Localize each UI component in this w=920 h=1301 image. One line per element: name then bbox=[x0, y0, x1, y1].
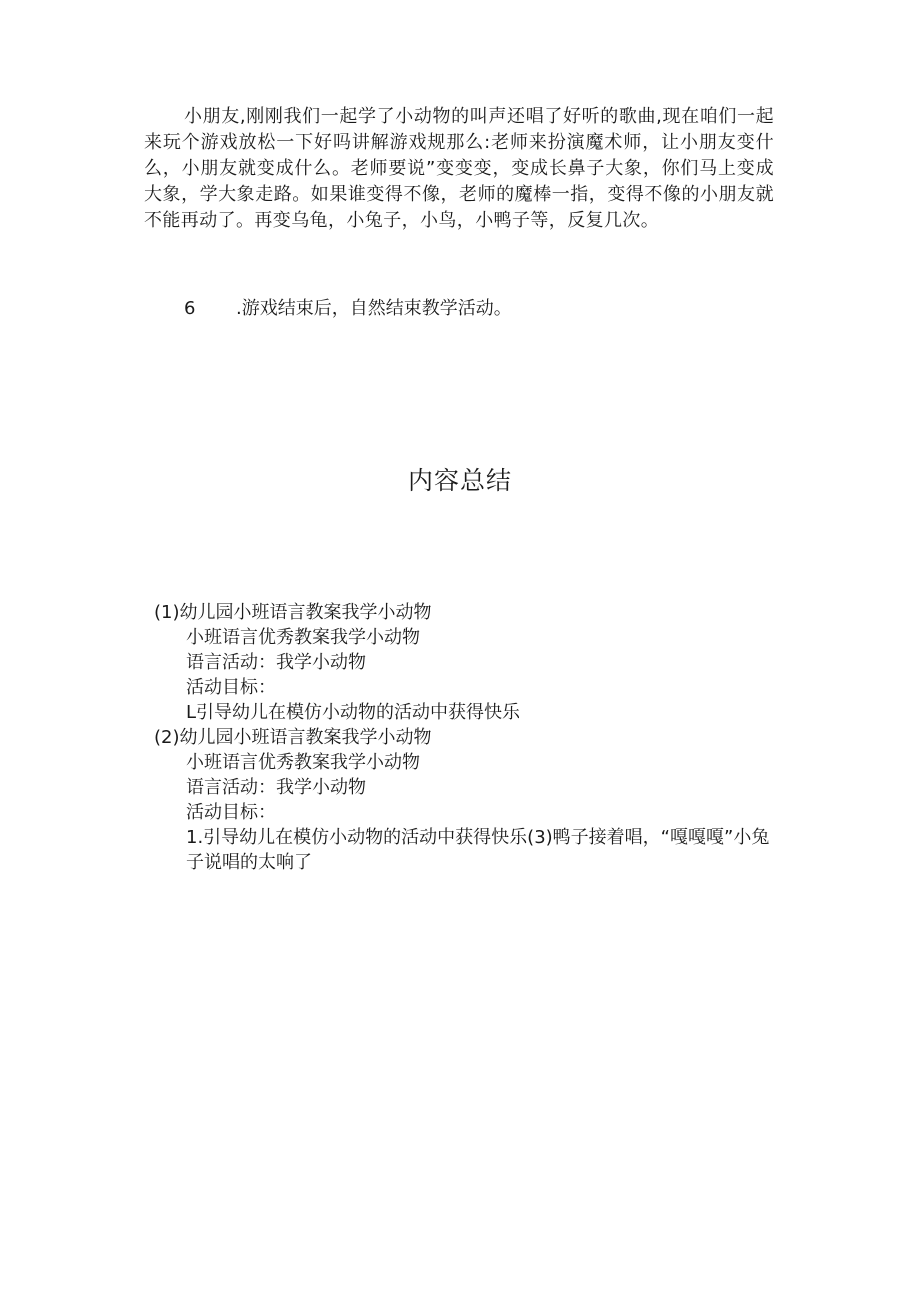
step-number: 6 bbox=[184, 298, 196, 319]
summary-line: 语言活动：我学小动物 bbox=[186, 652, 366, 673]
summary-line: 活动目标： bbox=[186, 677, 276, 698]
summary-line: 小班语言优秀教案我学小动物 bbox=[186, 752, 420, 773]
step-item bbox=[184, 296, 512, 322]
summary-line: (2)幼儿园小班语言教案我学小动物 bbox=[154, 727, 432, 748]
summary-line: 1.引导幼儿在模仿小动物的活动中获得快乐(3)鸭子接着唱，“嘎嘎嘎”小兔子说唱的太响了 bbox=[186, 827, 770, 873]
section-heading: 内容总结 bbox=[407, 466, 512, 495]
step-text: .游戏结束后，自然结束教学活动。 bbox=[236, 298, 512, 319]
game-instructions-paragraph: 小朋友,刚刚我们一起学了小动物的叫声还唱了好听的歌曲,现在咱们一起来玩个游戏放松一下好吗讲解游戏规那么:老师来扮演魔术师，让小朋友变什么，小朋友就变成什么。老师要说”变变变，变成长鼻子大象，你们马上变成大象，学大象走路。如果谁变得不像，老师的魔棒一指，变得不像的小朋友就不能再动了。再变乌龟，小兔子，小鸟，小鸭子等，反复几次。 bbox=[144, 106, 774, 231]
summary-line: 语言活动：我学小动物 bbox=[186, 777, 366, 798]
summary-list bbox=[154, 600, 780, 875]
summary-line: (1)幼儿园小班语言教案我学小动物 bbox=[154, 602, 432, 623]
summary-line: L引导幼儿在模仿小动物的活动中获得快乐 bbox=[186, 702, 521, 723]
summary-line: 活动目标： bbox=[186, 802, 276, 823]
summary-line: 小班语言优秀教案我学小动物 bbox=[186, 627, 420, 648]
